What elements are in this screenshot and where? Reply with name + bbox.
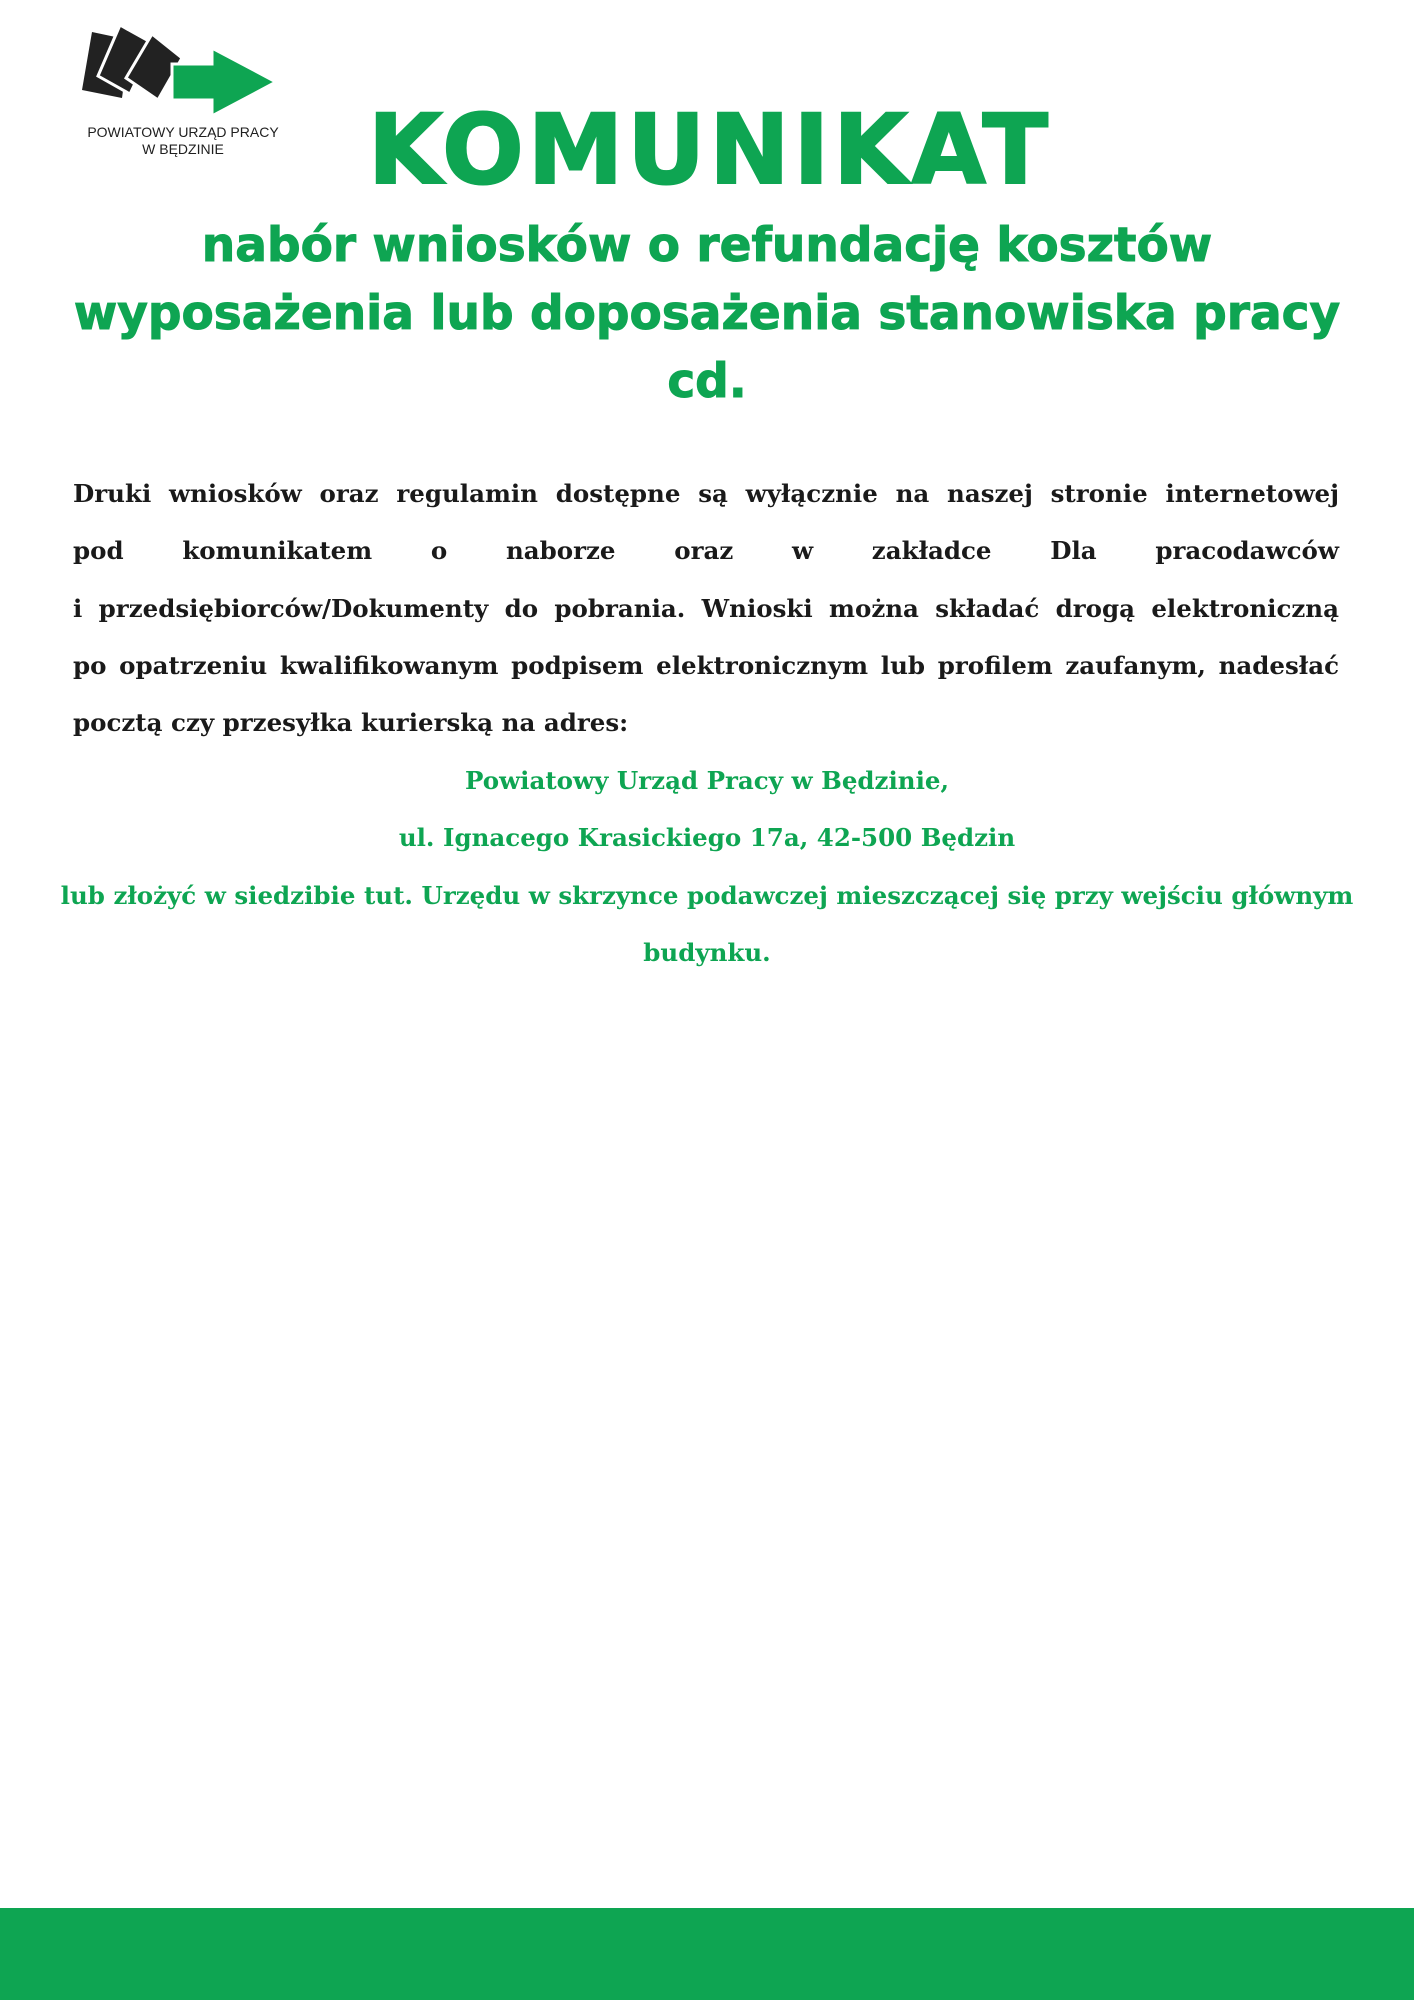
logo-line-1: POWIATOWY URZĄD PRACY xyxy=(87,124,279,140)
address-street: ul. Ignacego Krasickiego 17a, 42-500 Będzin xyxy=(398,823,1016,853)
logo-icon xyxy=(78,20,288,124)
body-line: po opatrzeniu kwalifikowanym podpisem elektronicznym lub profilem zaufanym, nadesłać xyxy=(73,650,1339,680)
body-line: i przedsiębiorców/Dokumenty do pobrania. Wnioski można składać drogą elektroniczną xyxy=(73,593,1339,623)
body-paragraph xyxy=(73,465,1339,751)
body-line: Druki wniosków oraz regulamin dostępne są wyłącznie na naszej stronie internetowej xyxy=(73,479,1339,508)
address-block xyxy=(30,752,1384,981)
subtitle-line-3: cd. xyxy=(667,354,747,409)
page-title: KOMUNIKAT xyxy=(368,94,1052,206)
logo-caption xyxy=(78,124,288,158)
subtitle-line-1: nabór wniosków o refundację kosztów xyxy=(201,218,1213,273)
address-dropoff-end: budynku. xyxy=(643,937,771,967)
address-dropoff: lub złożyć w siedzibie tut. Urzędu w skrzynce podawczej mieszczącej się przy wejściu głównym xyxy=(60,880,1354,910)
page-subtitle xyxy=(30,212,1384,416)
address-office: Powiatowy Urząd Pracy w Będzinie, xyxy=(464,766,949,795)
logo-line-2: W BĘDZINIE xyxy=(142,141,224,157)
logo-arrow xyxy=(172,48,276,116)
body-line: pod komunikatem o naborze oraz w zakładce Dla pracodawców xyxy=(73,536,1339,566)
footer-bar xyxy=(0,1908,1414,2000)
pup-logo xyxy=(78,20,288,160)
subtitle-line-2: wyposażenia lub doposażenia stanowiska pracy xyxy=(73,286,1341,341)
body-line: pocztą czy przesyłka kurierską na adres: xyxy=(73,708,629,738)
